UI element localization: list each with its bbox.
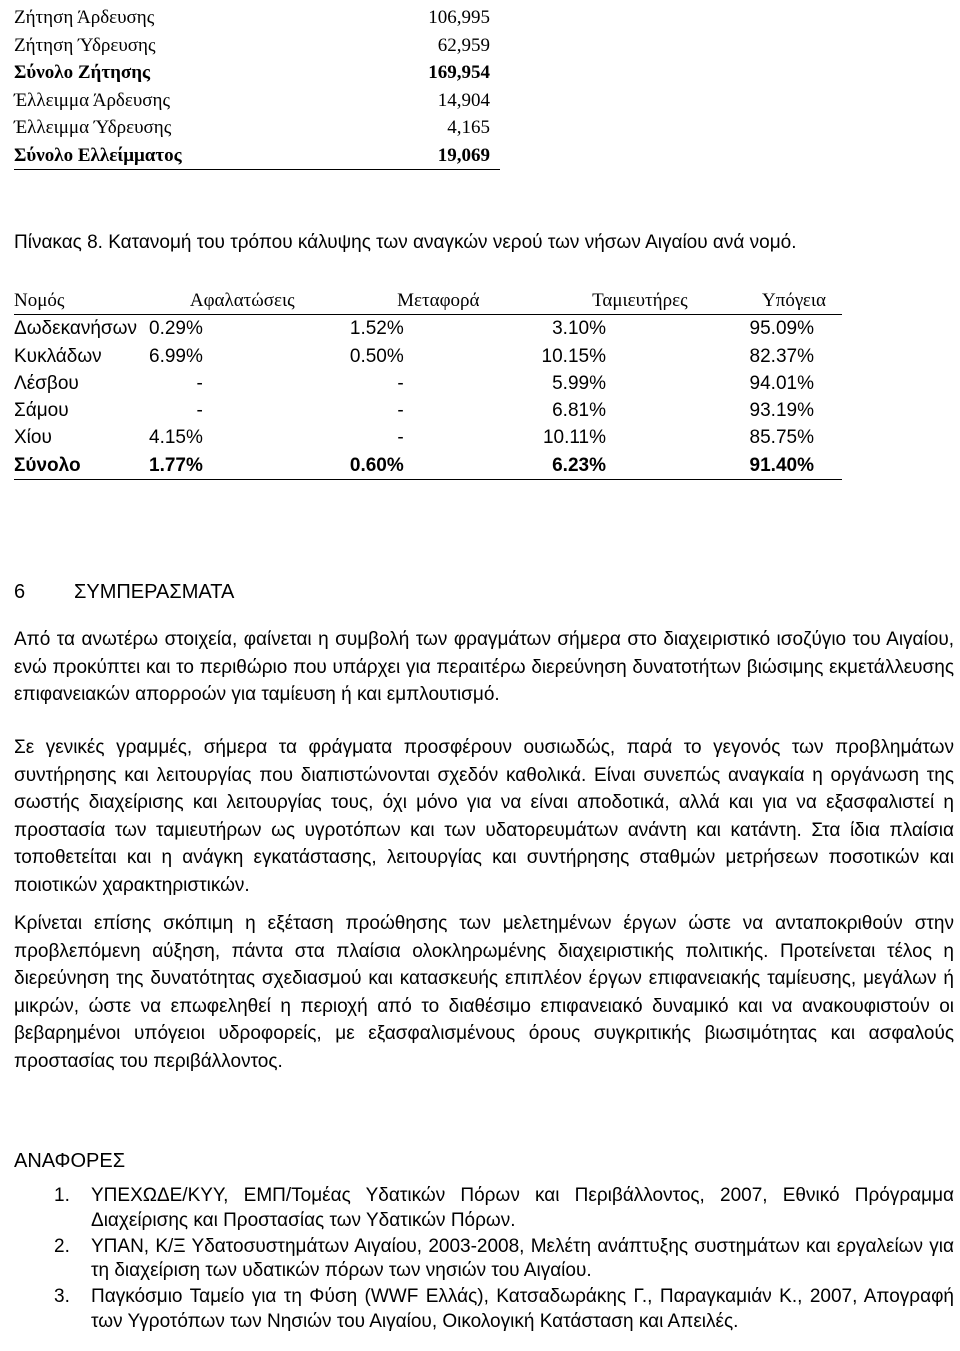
row-label: Έλλειμμα Άρδευσης bbox=[14, 89, 170, 111]
water-coverage-table bbox=[14, 287, 842, 480]
table-row-total bbox=[14, 142, 500, 170]
section-heading bbox=[14, 579, 234, 605]
column-header: Υπόγεια bbox=[746, 287, 842, 315]
cell: 0.29% bbox=[149, 318, 203, 340]
row-value: 19,069 bbox=[354, 142, 500, 170]
cell: 6.81% bbox=[552, 400, 606, 422]
row-value: 106,995 bbox=[428, 7, 490, 28]
cell: 0.50% bbox=[349, 345, 404, 367]
references-list bbox=[54, 1184, 954, 1336]
row-label: Έλλειμμα Ύδρευσης bbox=[14, 117, 172, 138]
reference-text: ΥΠΑΝ, Κ/Ξ Υδατοσυστημάτων Αιγαίου, 2003-2008, Μελέτη ανάπτυξης συστημάτων και εργαλείων για τη διαχείριση των υδατικών πόρων των νησιών του Αιγαίου. bbox=[91, 1235, 954, 1281]
table-header-row bbox=[14, 287, 842, 315]
reference-text: Παγκόσμιο Ταμείο για τη Φύση (WWF Ελλάς), Κατσαδωράκης Γ., Παραγκαμιάν Κ., 2007, Απογραφή των Υγροτόπων των Νησιών του Αιγαίου, Οικολογική Κατάσταση και Απειλές. bbox=[91, 1286, 954, 1332]
cell: 82.37% bbox=[749, 345, 814, 367]
table-row bbox=[14, 114, 500, 142]
cell: 93.19% bbox=[749, 400, 814, 422]
section-number: 6 bbox=[14, 581, 26, 603]
column-header: Νομός bbox=[14, 287, 142, 315]
cell: 94.01% bbox=[749, 372, 814, 394]
cell: - bbox=[397, 400, 404, 422]
demand-deficit-table bbox=[14, 4, 500, 170]
section-title: ΣΥΜΠΕΡΑΣΜΑΤΑ bbox=[74, 581, 235, 603]
table-row bbox=[14, 370, 842, 397]
row-label: Ζήτηση Άρδευσης bbox=[14, 7, 155, 28]
row-value: 169,954 bbox=[428, 62, 490, 83]
table-row bbox=[14, 424, 842, 451]
row-label: Ζήτηση Ύδρευσης bbox=[14, 34, 156, 56]
column-header: Μεταφορά bbox=[343, 287, 534, 315]
paragraph: Κρίνεται επίσης σκόπιμη η εξέταση προώθησης των μελετημένων έργων ώστε να ανταποκριθούν στην προβλεπόμενη αύξηση, πάντα στα πλαίσια ολοκληρωμένης διαχειριστικής πολιτικής. Προτείνεται τέλος η διερεύνηση της δυνατότητας σχεδιασμού και κατασκευής επιπλέον έργων επιφανειακής ταμίευσης, μεγάλων ή μικρών, ώστε να επωφεληθεί η περιοχή από το διαθέσιμο επιφανειακό δυναμικό και να ανακουφιστούν οι βεβαρημένοι υπόγειοι υδροφορείς, με εξασφαλισμένους όρους συγκριτικής βιωσιμότητας και ασφαλούς προστασίας του περιβάλλοντος. bbox=[14, 913, 954, 1072]
table-row bbox=[14, 315, 842, 343]
cell: 95.09% bbox=[749, 318, 814, 340]
reference-number: 3. bbox=[54, 1286, 70, 1307]
cell: Λέσβου bbox=[14, 372, 79, 394]
references-heading: ΑΝΑΦΟΡΕΣ bbox=[14, 1150, 126, 1172]
cell: 6.23% bbox=[534, 452, 746, 480]
row-value: 62,959 bbox=[437, 34, 490, 56]
cell: 0.60% bbox=[343, 452, 534, 480]
table-row bbox=[14, 87, 500, 115]
table-row bbox=[14, 32, 500, 60]
cell: - bbox=[196, 400, 203, 422]
cell: 3.10% bbox=[552, 318, 606, 340]
cell: - bbox=[397, 372, 404, 394]
cell: 1.77% bbox=[142, 452, 343, 480]
table-row-total bbox=[14, 59, 500, 87]
row-value: 4,165 bbox=[447, 117, 490, 138]
cell: 6.99% bbox=[149, 345, 203, 367]
cell: 10.15% bbox=[541, 345, 606, 367]
row-label: Σύνολο Ελλείμματος bbox=[14, 142, 354, 170]
table-caption: Πίνακας 8. Κατανομή του τρόπου κάλυψης των αναγκών νερού των νήσων Αιγαίου ανά νομό. bbox=[14, 232, 797, 253]
cell: Σάμου bbox=[14, 400, 69, 422]
column-header: Αφαλατώσεις bbox=[142, 287, 343, 315]
cell: 5.99% bbox=[552, 372, 606, 394]
cell: Δωδεκανήσων bbox=[14, 318, 137, 340]
reference-text: ΥΠΕΧΩΔΕ/ΚΥΥ, ΕΜΠ/Τομέας Υδατικών Πόρων και Περιβάλλοντος, 2007, Εθνικό Πρόγραμμα Διαχείρισης και Προστασίας των Υδατικών Πόρων. bbox=[91, 1185, 954, 1231]
cell: 91.40% bbox=[746, 452, 842, 480]
cell: Κυκλάδων bbox=[14, 345, 102, 367]
row-value: 14,904 bbox=[437, 89, 490, 111]
table-row bbox=[14, 4, 500, 32]
reference-item bbox=[54, 1285, 954, 1334]
paragraph: Από τα ανωτέρω στοιχεία, φαίνεται η συμβολή των φραγμάτων σήμερα στο διαχειριστικό ισοζύγιο του Αιγαίου, ενώ προκύπτει και το περιθώριο που υπάρχει για περαιτέρω διερεύνηση δυνατοτήτων βιώσιμης εκμετάλλευσης επιφανειακών απορροών για ταμίευση ή και εμπλουτισμό. bbox=[14, 629, 954, 705]
cell: Χίου bbox=[14, 427, 52, 449]
cell: 1.52% bbox=[349, 318, 404, 340]
cell: Σύνολο bbox=[14, 452, 142, 480]
cell: - bbox=[196, 372, 203, 394]
table-row bbox=[14, 343, 842, 370]
reference-number: 1. bbox=[54, 1185, 70, 1206]
row-label: Σύνολο Ζήτησης bbox=[14, 62, 151, 83]
cell: 10.11% bbox=[542, 427, 606, 449]
table-row-total bbox=[14, 452, 842, 480]
column-header: Ταμιευτήρες bbox=[534, 287, 746, 315]
cell: 4.15% bbox=[149, 427, 203, 449]
reference-item bbox=[54, 1184, 954, 1233]
table-row bbox=[14, 397, 842, 424]
paragraph: Σε γενικές γραμμές, σήμερα τα φράγματα προσφέρουν ουσιωδώς, παρά το γεγονός των προβλημάτων συντήρησης και λειτουργίας που διαπιστώνονται σχεδόν καθολικά. Είναι συνεπώς αναγκαία η οργάνωση της σωστής διαχείρισης και λειτουργίας τους, όχι μόνο για να είναι αποδοτικά, αλλά και για να εξασφαλιστεί η προστασία των ταμιευτήρων ως υγροτόπων και των υδατορευμάτων ανάντη και κατάντη. Στα ίδια πλαίσια τοποθετείται και η ανάγκη εγκατάστασης, λειτουργίας και συντήρησης σταθμών μετρήσεων ποσοτικών και ποιοτικών χαρακτηριστικών. bbox=[14, 737, 954, 896]
reference-item bbox=[54, 1235, 954, 1284]
cell: 85.75% bbox=[749, 427, 814, 449]
cell: - bbox=[397, 427, 404, 449]
reference-number: 2. bbox=[54, 1235, 70, 1257]
